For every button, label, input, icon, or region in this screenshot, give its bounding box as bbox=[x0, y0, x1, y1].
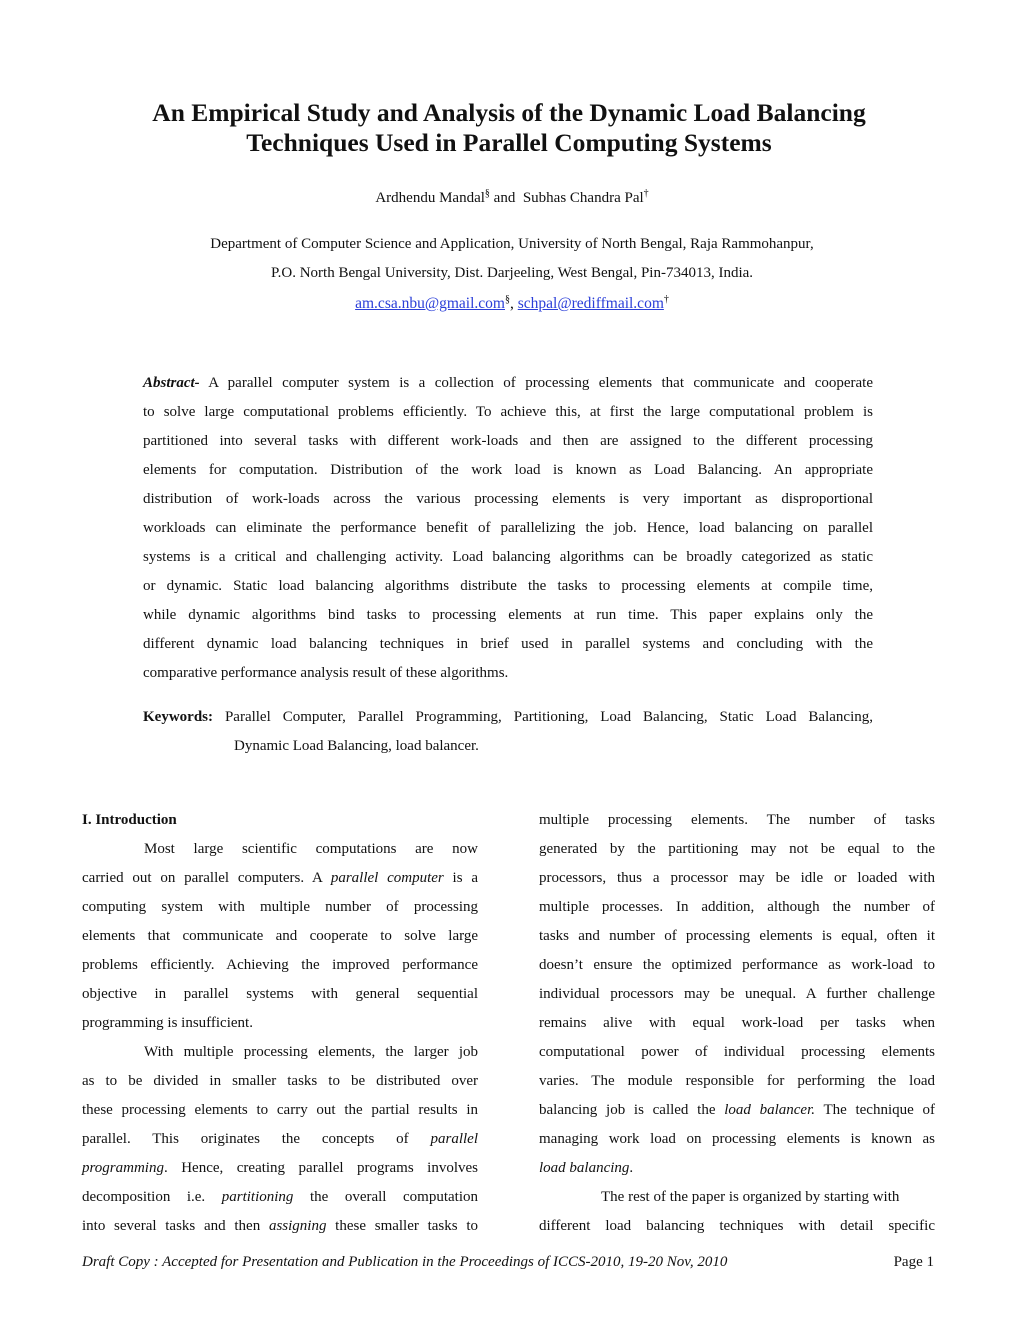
text-run: into several tasks and then bbox=[82, 1218, 269, 1234]
abstract-label: Abstract- bbox=[143, 375, 200, 391]
text-run: decomposition i.e. bbox=[82, 1189, 222, 1205]
email-separator: , bbox=[510, 295, 518, 312]
abstract-text: A parallel computer system is a collection of processing elements that communicate and cooperate bbox=[199, 375, 873, 391]
affiliation-line: Department of Computer Science and Application, University of North Bengal, Raja Rammohanpur, bbox=[210, 236, 814, 252]
emphasis-term: programming bbox=[82, 1160, 164, 1176]
paper-title bbox=[80, 98, 938, 158]
email-footnote-mark: § bbox=[505, 294, 510, 305]
text-line: processors, thus a processor may be idle or loaded with bbox=[539, 870, 935, 886]
abstract-line: different dynamic load balancing techniques in brief used in parallel systems and concluding with the bbox=[143, 636, 873, 652]
author-footnote-mark: § bbox=[484, 188, 490, 199]
emphasis-term: load balancer. bbox=[724, 1102, 815, 1118]
keywords bbox=[143, 703, 873, 761]
abstract-line: elements for computation. Distribution of the work load is known as Load Balancing. An appropriate bbox=[143, 462, 873, 478]
text-line bbox=[82, 1183, 478, 1212]
text-run: the overall computation bbox=[293, 1189, 478, 1205]
text-line: these processing elements to carry out the partial results in bbox=[82, 1102, 478, 1118]
title-line-1: An Empirical Study and Analysis of the Dynamic Load Balancing bbox=[152, 98, 866, 127]
right-column bbox=[539, 806, 935, 1241]
left-column bbox=[82, 806, 478, 1241]
author-name: Subhas Chandra Pal bbox=[522, 190, 644, 206]
text-line bbox=[82, 1154, 478, 1183]
text-run: The technique of bbox=[815, 1102, 935, 1118]
abstract-line: systems is a critical and challenging activity. Load balancing algorithms can be broadly categorized as static bbox=[143, 549, 873, 565]
text-line: computational power of individual processing elements bbox=[539, 1044, 935, 1060]
text-line: generated by the partitioning may not be equal to the bbox=[539, 841, 935, 857]
text-line: elements that communicate and cooperate to solve large bbox=[82, 928, 478, 944]
text-line: Most large scientific computations are now bbox=[144, 841, 478, 857]
text-line: multiple processing elements. The number of tasks bbox=[539, 812, 935, 828]
text-run: parallel. This originates the concepts of bbox=[82, 1131, 431, 1147]
text-line: varies. The module responsible for performing the load bbox=[539, 1073, 935, 1089]
text-run: . bbox=[629, 1160, 634, 1176]
text-run: carried out on parallel computers. A bbox=[82, 870, 331, 886]
keywords-line: Dynamic Load Balancing, load balancer. bbox=[234, 738, 479, 754]
text-line bbox=[82, 1212, 478, 1241]
author-list bbox=[0, 190, 1024, 207]
keywords-line bbox=[143, 703, 873, 732]
abstract-line: distribution of work-loads across the various processing elements is very important as disproportional bbox=[143, 491, 873, 507]
text-line bbox=[539, 1096, 935, 1125]
author-footnote-mark: † bbox=[643, 188, 649, 199]
text-line: programming is insufficient. bbox=[82, 1015, 253, 1031]
abstract-line: comparative performance analysis result of these algorithms. bbox=[143, 665, 509, 681]
text-run: these smaller tasks to bbox=[326, 1218, 479, 1234]
text-line: managing work load on processing elements is known as bbox=[539, 1131, 935, 1147]
abstract-line: partitioned into several tasks with different work-loads and then are assigned to the different processing bbox=[143, 433, 873, 449]
text-line bbox=[82, 1125, 478, 1154]
text-line: multiple processes. In addition, although the number of bbox=[539, 899, 935, 915]
author-emails bbox=[0, 295, 1024, 313]
page-number: Page 1 bbox=[893, 1254, 934, 1270]
author-name: Ardhendu Mandal bbox=[375, 190, 485, 206]
keywords-label: Keywords: bbox=[143, 709, 213, 725]
emphasis-term: load balancing bbox=[539, 1160, 630, 1176]
text-line bbox=[539, 1154, 935, 1183]
email-footnote-mark: † bbox=[663, 294, 669, 305]
text-run: . Hence, creating parallel programs involves bbox=[163, 1160, 478, 1176]
text-line: objective in parallel systems with general sequential bbox=[82, 986, 478, 1002]
affiliation-line: P.O. North Bengal University, Dist. Darjeeling, West Bengal, Pin-734013, India. bbox=[270, 265, 754, 281]
email-link[interactable]: schpal@rediffmail.com bbox=[517, 295, 664, 312]
emphasis-term: parallel bbox=[430, 1131, 478, 1147]
text-line: The rest of the paper is organized by starting with bbox=[601, 1189, 900, 1205]
text-line: individual processors may be unequal. A further challenge bbox=[539, 986, 935, 1002]
text-line: computing system with multiple number of processing bbox=[82, 899, 478, 915]
text-line: as to be divided in smaller tasks to be distributed over bbox=[82, 1073, 478, 1089]
title-line-2: Techniques Used in Parallel Computing Systems bbox=[246, 128, 772, 157]
abstract-line: while dynamic algorithms bind tasks to processing elements at run time. This paper explains only the bbox=[143, 607, 873, 623]
abstract-line: or dynamic. Static load balancing algorithms distribute the tasks to processing elements at compile time, bbox=[143, 578, 873, 594]
abstract-line bbox=[143, 369, 873, 398]
page-footer bbox=[82, 1254, 934, 1271]
emphasis-term: assigning bbox=[268, 1218, 327, 1234]
text-run: balancing job is called the bbox=[539, 1102, 725, 1118]
email-link[interactable]: am.csa.nbu@gmail.com bbox=[355, 295, 505, 312]
section-heading: I. Introduction bbox=[82, 812, 177, 828]
text-line: doesn’t ensure the optimized performance as work-load to bbox=[539, 957, 935, 973]
text-line bbox=[82, 864, 478, 893]
emphasis-term: parallel computer bbox=[330, 870, 444, 886]
text-line: tasks and number of processing elements is equal, often it bbox=[539, 928, 935, 944]
text-line: different load balancing techniques with detail specific bbox=[539, 1218, 935, 1234]
footer-note: Draft Copy : Accepted for Presentation and Publication in the Proceedings of ICCS-2010, 19-20 Nov, 2010 bbox=[82, 1254, 728, 1270]
author-separator: and bbox=[489, 190, 523, 206]
abstract bbox=[143, 369, 873, 688]
keywords-text: Parallel Computer, Parallel Programming, Partitioning, Load Balancing, Static Load Balancing, bbox=[213, 709, 873, 725]
text-line: With multiple processing elements, the larger job bbox=[144, 1044, 478, 1060]
text-run: is a bbox=[443, 870, 478, 886]
text-line: remains alive with equal work-load per tasks when bbox=[539, 1015, 935, 1031]
emphasis-term: partitioning bbox=[221, 1189, 294, 1205]
text-line: problems efficiently. Achieving the improved performance bbox=[82, 957, 478, 973]
abstract-line: workloads can eliminate the performance benefit of parallelizing the job. Hence, load balancing on parallel bbox=[143, 520, 873, 536]
abstract-line: to solve large computational problems efficiently. To achieve this, at first the large computational problem is bbox=[143, 404, 873, 420]
